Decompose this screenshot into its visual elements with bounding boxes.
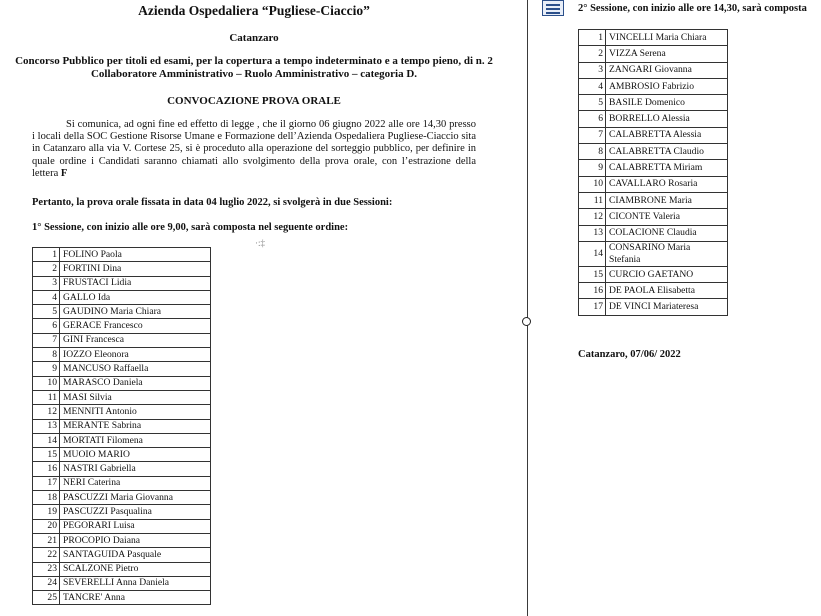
row-number: 8 [33, 348, 60, 362]
row-number: 11 [33, 390, 60, 404]
table-row [579, 30, 728, 46]
table-row [33, 562, 211, 576]
candidate-name: GALLO Ida [60, 290, 211, 304]
table-row [33, 505, 211, 519]
row-number: 13 [33, 419, 60, 433]
row-number: 18 [33, 491, 60, 505]
session2-heading: 2° Sessione, con inizio alle ore 14,30, sarà composta [578, 3, 807, 14]
candidate-name: CALABRETTA Claudio [606, 144, 728, 160]
table-row [33, 419, 211, 433]
candidate-name: TANCRE' Anna [60, 591, 211, 605]
announcement-text: Si comunica, ad ogni fine ed effetto di legge , che il giorno 06 giugno 2022 alle ore 14,30 presso i locali della SOC Gestione Risorse Umane e Formazione dell’Azienda Ospedaliera Pugliese-Ciaccio sita in Catanzaro alla via V. Cortese 25, si è proceduto alla operazione del sorteggio pubblico, per definire in quale ordine i Candidati saranno chiamati allo svolgimento della prova orale, con l’estrazione della lettera [32, 119, 476, 179]
table-row [579, 95, 728, 111]
candidate-name: ZANGARI Giovanna [606, 62, 728, 78]
row-number: 8 [579, 144, 606, 160]
row-number: 15 [33, 448, 60, 462]
candidate-name: NERI Caterina [60, 476, 211, 490]
row-number: 6 [579, 111, 606, 127]
candidate-name: SANTAGUIDA Pasquale [60, 548, 211, 562]
table-row [33, 290, 211, 304]
table-row [33, 319, 211, 333]
candidate-name: PROCOPIO Daiana [60, 533, 211, 547]
row-number: 4 [579, 78, 606, 94]
table-row [579, 160, 728, 176]
candidate-name: PASCUZZI Maria Giovanna [60, 491, 211, 505]
row-number: 24 [33, 576, 60, 590]
page-divider [527, 0, 528, 616]
table-row [579, 299, 728, 315]
document-icon[interactable] [542, 0, 564, 16]
table-row [33, 533, 211, 547]
table-row [33, 276, 211, 290]
row-number: 14 [33, 433, 60, 447]
competition-title: Concorso Pubblico per titoli ed esami, per la copertura a tempo indeterminato e a tempo pieno, di n. 2 Collaboratore Amministrativo – Ruolo Amministrativo – categoria D. [15, 55, 493, 80]
row-number: 4 [33, 290, 60, 304]
row-number: 7 [579, 127, 606, 143]
row-number: 19 [33, 505, 60, 519]
row-number: 3 [579, 62, 606, 78]
row-number: 2 [33, 262, 60, 276]
scan-mark: ·:‡ [255, 238, 265, 248]
table-row [579, 46, 728, 62]
row-number: 11 [579, 192, 606, 208]
candidate-name: SEVERELLI Anna Daniela [60, 576, 211, 590]
row-number: 2 [579, 46, 606, 62]
row-number: 10 [33, 376, 60, 390]
table-row [33, 433, 211, 447]
table-row [579, 78, 728, 94]
candidate-name: MANCUSO Raffaella [60, 362, 211, 376]
table-row [33, 333, 211, 347]
row-number: 9 [579, 160, 606, 176]
drawn-letter: F [60, 167, 68, 179]
row-number: 16 [579, 283, 606, 299]
city-heading: Catanzaro [229, 32, 279, 44]
table-row [579, 192, 728, 208]
candidate-name: MARASCO Daniela [60, 376, 211, 390]
row-number: 3 [33, 276, 60, 290]
row-number: 7 [33, 333, 60, 347]
row-number: 5 [579, 95, 606, 111]
row-number: 20 [33, 519, 60, 533]
candidate-name: GERACE Francesco [60, 319, 211, 333]
candidate-name: DE PAOLA Elisabetta [606, 283, 728, 299]
candidate-name: CALABRETTA Miriam [606, 160, 728, 176]
candidate-name: SCALZONE Pietro [60, 562, 211, 576]
candidate-name: GINI Francesca [60, 333, 211, 347]
table-row [579, 176, 728, 192]
table-row [579, 283, 728, 299]
table-row [33, 390, 211, 404]
table-row [33, 376, 211, 390]
candidate-name: CURCIO GAETANO [606, 266, 728, 282]
row-number: 21 [33, 533, 60, 547]
candidate-name: CALABRETTA Alessia [606, 127, 728, 143]
candidate-name: FRUSTACI Lidia [60, 276, 211, 290]
table-row [33, 576, 211, 590]
candidate-name: NASTRI Gabriella [60, 462, 211, 476]
candidate-name: MORTATI Filomena [60, 433, 211, 447]
table-row [33, 476, 211, 490]
table-row [33, 405, 211, 419]
table-row [33, 448, 211, 462]
candidate-name: DE VINCI Mariateresa [606, 299, 728, 315]
candidate-name: CONSARINO Maria Stefania [606, 241, 728, 266]
table-row [579, 225, 728, 241]
row-number: 15 [579, 266, 606, 282]
row-number: 9 [33, 362, 60, 376]
session1-heading: 1° Sessione, con inizio alle ore 9,00, sarà composta nel seguente ordine: [32, 222, 349, 233]
candidate-name: COLACIONE Claudia [606, 225, 728, 241]
row-number: 5 [33, 305, 60, 319]
candidate-name: AMBROSIO Fabrizio [606, 78, 728, 94]
row-number: 25 [33, 591, 60, 605]
candidate-name: BORRELLO Alessia [606, 111, 728, 127]
candidate-name: CAVALLARO Rosaria [606, 176, 728, 192]
table-row [579, 266, 728, 282]
candidate-name: CIAMBRONE Maria [606, 192, 728, 208]
candidate-name: VINCELLI Maria Chiara [606, 30, 728, 46]
row-number: 17 [579, 299, 606, 315]
table-row [579, 209, 728, 225]
row-number: 12 [579, 209, 606, 225]
table-row [33, 305, 211, 319]
table-row [33, 462, 211, 476]
candidate-name: PASCUZZI Pasqualina [60, 505, 211, 519]
row-number: 13 [579, 225, 606, 241]
split-handle[interactable] [522, 317, 531, 326]
table-row [33, 519, 211, 533]
row-number: 16 [33, 462, 60, 476]
row-number: 12 [33, 405, 60, 419]
table-row [579, 62, 728, 78]
organization-title: Azienda Ospedaliera “Pugliese-Ciaccio” [138, 3, 370, 18]
candidate-name: BASILE Domenico [606, 95, 728, 111]
candidate-name: GAUDINO Maria Chiara [60, 305, 211, 319]
row-number: 22 [33, 548, 60, 562]
table-row [33, 548, 211, 562]
row-number: 14 [579, 241, 606, 266]
table-row [33, 491, 211, 505]
session1-table [32, 247, 211, 605]
document-page-right [532, 0, 821, 616]
table-row [579, 144, 728, 160]
table-row [33, 362, 211, 376]
candidate-name: IOZZO Eleonora [60, 348, 211, 362]
session2-table [578, 29, 728, 316]
table-row [579, 127, 728, 143]
table-row [579, 111, 728, 127]
table-row [33, 348, 211, 362]
candidate-name: MUOIO MARIO [60, 448, 211, 462]
convocation-heading: CONVOCAZIONE PROVA ORALE [167, 95, 341, 107]
row-number: 1 [579, 30, 606, 46]
candidate-name: VIZZA Serena [606, 46, 728, 62]
table-row [33, 591, 211, 605]
candidate-name: CICONTE Valeria [606, 209, 728, 225]
candidate-name: FOLINO Paola [60, 248, 211, 262]
announcement-paragraph [32, 119, 476, 180]
candidate-name: MASI Silvia [60, 390, 211, 404]
candidate-name: PEGORARI Luisa [60, 519, 211, 533]
candidate-name: FORTINI Dina [60, 262, 211, 276]
candidate-name: MENNITI Antonio [60, 405, 211, 419]
row-number: 10 [579, 176, 606, 192]
row-number: 17 [33, 476, 60, 490]
exam-date-paragraph: Pertanto, la prova orale fissata in data 04 luglio 2022, si svolgerà in due Sessioni: [32, 197, 393, 208]
table-row [579, 241, 728, 266]
candidate-name: MERANTE Sabrina [60, 419, 211, 433]
table-row [33, 248, 211, 262]
closing-date: Catanzaro, 07/06/ 2022 [578, 349, 681, 360]
table-row [33, 262, 211, 276]
row-number: 23 [33, 562, 60, 576]
row-number: 6 [33, 319, 60, 333]
row-number: 1 [33, 248, 60, 262]
